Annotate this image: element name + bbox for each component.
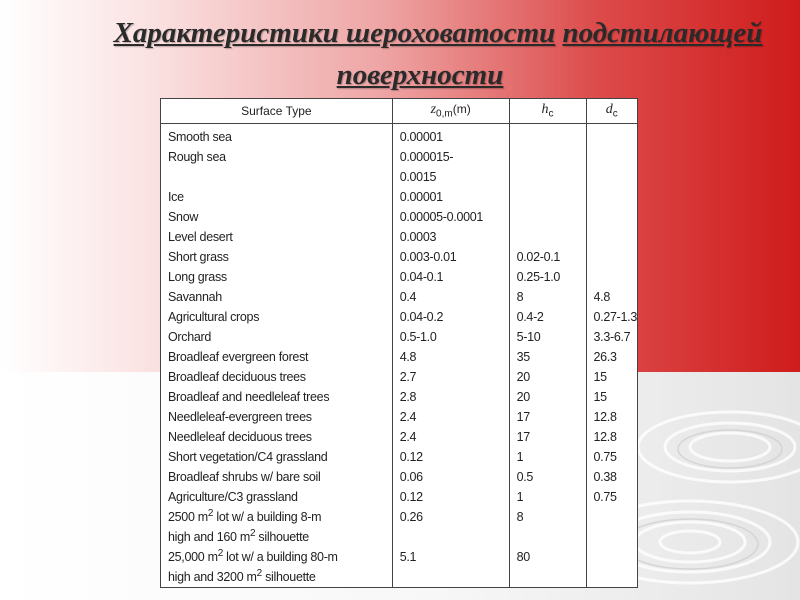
surface-type-line: Long grass: [168, 270, 227, 284]
surface-type-line: Broadleaf deciduous trees: [168, 370, 306, 384]
dc-value: 26.3: [593, 350, 617, 364]
table-header-row: [161, 99, 638, 124]
hc-value: 8: [516, 290, 524, 304]
hc-value: 1: [516, 490, 524, 504]
hc-value: [517, 167, 586, 187]
dc-value: [594, 267, 638, 287]
z0-symbol: z: [430, 102, 437, 118]
surface-type-line: Needleleaf-evergreen trees: [168, 410, 312, 424]
surface-type-line: Ice: [168, 190, 184, 204]
z0-value: 0.00001: [399, 190, 443, 204]
surface-line-urban-1b: high and 160 $m^2$ silhouette: [168, 527, 309, 544]
hc-value: [517, 227, 586, 247]
hc-value: 0.4-2: [516, 310, 544, 324]
hc-value: 20: [516, 370, 530, 384]
hc-symbol: h: [541, 102, 549, 118]
z0-value: 5.1: [399, 550, 417, 564]
dc-column: [586, 124, 638, 588]
dc-value: [594, 227, 638, 247]
dc-value: [594, 147, 638, 167]
roughness-table: [160, 98, 638, 588]
hc-value: 0.25-1.0: [516, 270, 561, 284]
surface-type-line: Rough sea: [168, 150, 226, 164]
title-part-1: Характеристики шероховатости: [113, 17, 556, 49]
z0-value: 0.12: [399, 490, 423, 504]
header-z0: [392, 99, 509, 124]
surface-type-line: Smooth sea: [168, 130, 232, 144]
z0-value: 0.04-0.1: [399, 270, 444, 284]
dc-value: 3.3-6.7: [593, 330, 631, 344]
dc-symbol: d: [605, 102, 613, 118]
hc-value: 17: [516, 410, 530, 424]
surface-type-line: Short vegetation/C4 grassland: [168, 450, 328, 464]
hc-subscript: c: [548, 108, 554, 120]
dc-value: [594, 167, 638, 187]
surface-type-line: Broadleaf evergreen forest: [168, 350, 309, 364]
z0-value: 0.12: [399, 450, 423, 464]
dc-value: [594, 127, 638, 147]
hc-value: 8: [516, 510, 524, 524]
z0-value: 0.003-0.01: [399, 250, 457, 264]
dc-list: [594, 127, 638, 507]
hc-value: 20: [516, 390, 530, 404]
z0-value: 0.26: [399, 510, 423, 524]
dc-value: [594, 187, 638, 207]
z0-value: 2.7: [399, 370, 417, 384]
surface-type-line: [168, 167, 392, 187]
dc-value: [594, 207, 638, 227]
hc-value: [517, 127, 586, 147]
hc-value: 1: [516, 450, 524, 464]
surface-type-column: [161, 124, 393, 588]
header-hc: [509, 99, 586, 124]
z0-value: 0.04-0.2: [399, 310, 444, 324]
dc-value: 12.8: [593, 430, 617, 444]
surface-type-line: Level desert: [168, 230, 233, 244]
surface-type-line: Orchard: [168, 330, 212, 344]
dc-value: 0.27-1.3: [593, 310, 637, 324]
surface-type-line: Broadleaf and needleleaf trees: [168, 390, 330, 404]
z0-column: [392, 124, 509, 588]
dc-subscript: c: [612, 108, 618, 120]
z0-value: 0.00005-0.0001: [399, 210, 484, 224]
dc-value: 0.75: [593, 490, 617, 504]
z0-value: 4.8: [399, 350, 417, 364]
z0-value: 0.06: [399, 470, 423, 484]
z0-value: 0.0015: [399, 170, 437, 184]
hc-value: [517, 187, 586, 207]
header-dc: [586, 99, 638, 124]
surface-type-line: Needleleaf deciduous trees: [168, 430, 312, 444]
surface-type-line: Broadleaf shrubs w/ bare soil: [168, 470, 321, 484]
hc-value: [517, 207, 586, 227]
hc-column: [509, 124, 586, 588]
surface-type-line: Agricultural crops: [168, 310, 260, 324]
dc-value: 0.75: [593, 450, 617, 464]
z0-value: 0.0003: [399, 230, 437, 244]
dc-value: 4.8: [593, 290, 610, 304]
hc-value: [517, 147, 586, 167]
surface-list: [168, 127, 392, 507]
hc-value: 5-10: [516, 330, 541, 344]
z0-value: [400, 527, 509, 547]
dc-value: [594, 247, 638, 267]
z0-value: 0.5-1.0: [399, 330, 437, 344]
z0-value: 0.000015-: [399, 150, 454, 164]
hc-list: [517, 127, 586, 567]
hc-value: 0.5: [516, 470, 534, 484]
surface-type-line: Agriculture/C3 grassland: [168, 490, 298, 504]
table-body-row: [161, 124, 638, 588]
hc-value: 80: [516, 550, 530, 564]
z0-value: 0.00001: [399, 130, 443, 144]
slide-title: [40, 12, 800, 96]
surface-type-line: Snow: [168, 210, 199, 224]
title-part-2: подстилающей: [562, 17, 763, 49]
z0-value: 0.4: [399, 290, 417, 304]
z0-value: 2.4: [399, 430, 417, 444]
surface-line-urban-1a: 2500 $m^2$ lot w/ a building 8-m: [168, 507, 322, 524]
surface-type-line: Savannah: [168, 290, 222, 304]
z0-value: 2.4: [399, 410, 417, 424]
surface-line-urban-2a: 25,000 $m^2$ lot w/ a building 80-m: [168, 547, 338, 564]
z0-list: [400, 127, 509, 567]
dc-value: 12.8: [593, 410, 617, 424]
z0-value: 2.8: [399, 390, 417, 404]
header-surface-type: Surface Type: [161, 99, 393, 124]
surface-type-line: Short grass: [168, 250, 229, 264]
dc-value: 0.38: [593, 470, 617, 484]
hc-value: 35: [516, 350, 530, 364]
dc-value: 15: [593, 370, 607, 384]
z0-unit: (m): [452, 102, 471, 117]
title-part-3: поверхности: [336, 59, 504, 91]
hc-value: [517, 527, 586, 547]
hc-value: 0.02-0.1: [516, 250, 561, 264]
hc-value: 17: [516, 430, 530, 444]
dc-value: 15: [593, 390, 607, 404]
z0-subscript: 0,m: [436, 108, 453, 120]
surface-line-urban-2b: high and 3200 $m^2$ silhouette: [168, 567, 316, 584]
